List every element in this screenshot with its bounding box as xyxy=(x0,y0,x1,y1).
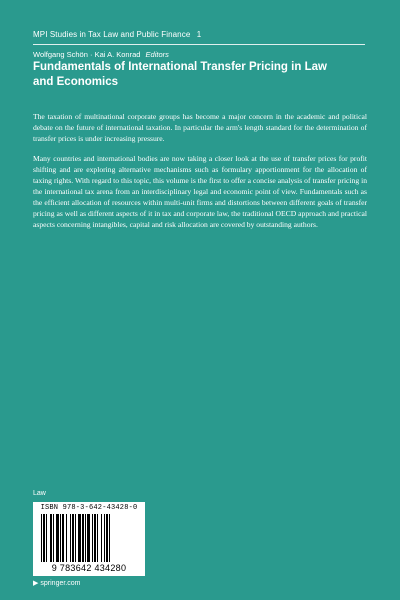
barcode-bar xyxy=(60,514,61,562)
barcode-bar xyxy=(72,514,74,562)
barcode-bar xyxy=(62,514,64,562)
barcode-bar xyxy=(66,514,67,562)
divider xyxy=(33,44,365,45)
editor-role: Editors xyxy=(145,50,169,59)
barcode-bar xyxy=(87,514,90,562)
barcode-bar xyxy=(106,514,108,562)
barcode-bar xyxy=(109,514,110,562)
barcode-box xyxy=(33,502,145,576)
barcode-bar xyxy=(94,514,96,562)
barcode-bar xyxy=(82,514,84,562)
editors-line xyxy=(33,50,169,59)
barcode-bar xyxy=(53,514,54,562)
barcode-bar xyxy=(97,514,98,562)
series-number: 1 xyxy=(196,30,202,39)
publisher-website xyxy=(33,579,80,587)
barcode-bar xyxy=(43,514,45,562)
barcode xyxy=(41,514,141,562)
blurb-paragraph-2: Many countries and international bodies are now taking a closer look at the use of transfer prices for profit shifting and are exploring alternative mechanisms such as formulary apportionment for the allocation of taxing rights. With regard to this topic, this volume is the first to offer a concise analysis of transfer pricing in the international tax arena from an interdisciplinary legal and economic point of view. Fundamentals such as the efficient allocation of resources within multi-unit firms and distortions between different goals of transfer pricing as well as different aspects of it in tax and corporate law, the traditional OECD approach and practical aspects concerning intangibles, capital and risk allocation are covered by outstanding authors. xyxy=(33,154,367,229)
barcode-bar xyxy=(70,514,71,562)
barcode-bar xyxy=(41,514,42,562)
book-title: Fundamentals of International Transfer Pricing in Law and Economics xyxy=(33,61,327,88)
editor-names: Wolfgang Schön · Kai A. Konrad xyxy=(33,50,141,59)
barcode-bar xyxy=(85,514,86,562)
barcode-bar xyxy=(101,514,102,562)
isbn-digits: 9 783642 434280 xyxy=(51,563,127,573)
isbn-label: ISBN 978-3-642-43428-0 xyxy=(40,504,138,512)
barcode-bar xyxy=(78,514,81,562)
barcode-bar xyxy=(56,514,59,562)
blurb-paragraph-1: The taxation of multinational corporate groups has become a major concern in the academic and political debate on the future of international taxation. In particular the arm's length standard for the determination of transfer prices is under increasing pressure. xyxy=(33,112,367,143)
website-text: springer.com xyxy=(40,580,81,587)
barcode-bar xyxy=(50,514,52,562)
barcode-bar xyxy=(104,514,105,562)
barcode-bar xyxy=(75,514,76,562)
arrow-icon: ▶ xyxy=(33,580,39,587)
series-line xyxy=(33,30,201,39)
subject-label: Law xyxy=(33,490,46,497)
barcode-bar xyxy=(92,514,93,562)
series-name: MPI Studies in Tax Law and Public Finance xyxy=(33,30,191,39)
barcode-bar xyxy=(46,514,47,562)
